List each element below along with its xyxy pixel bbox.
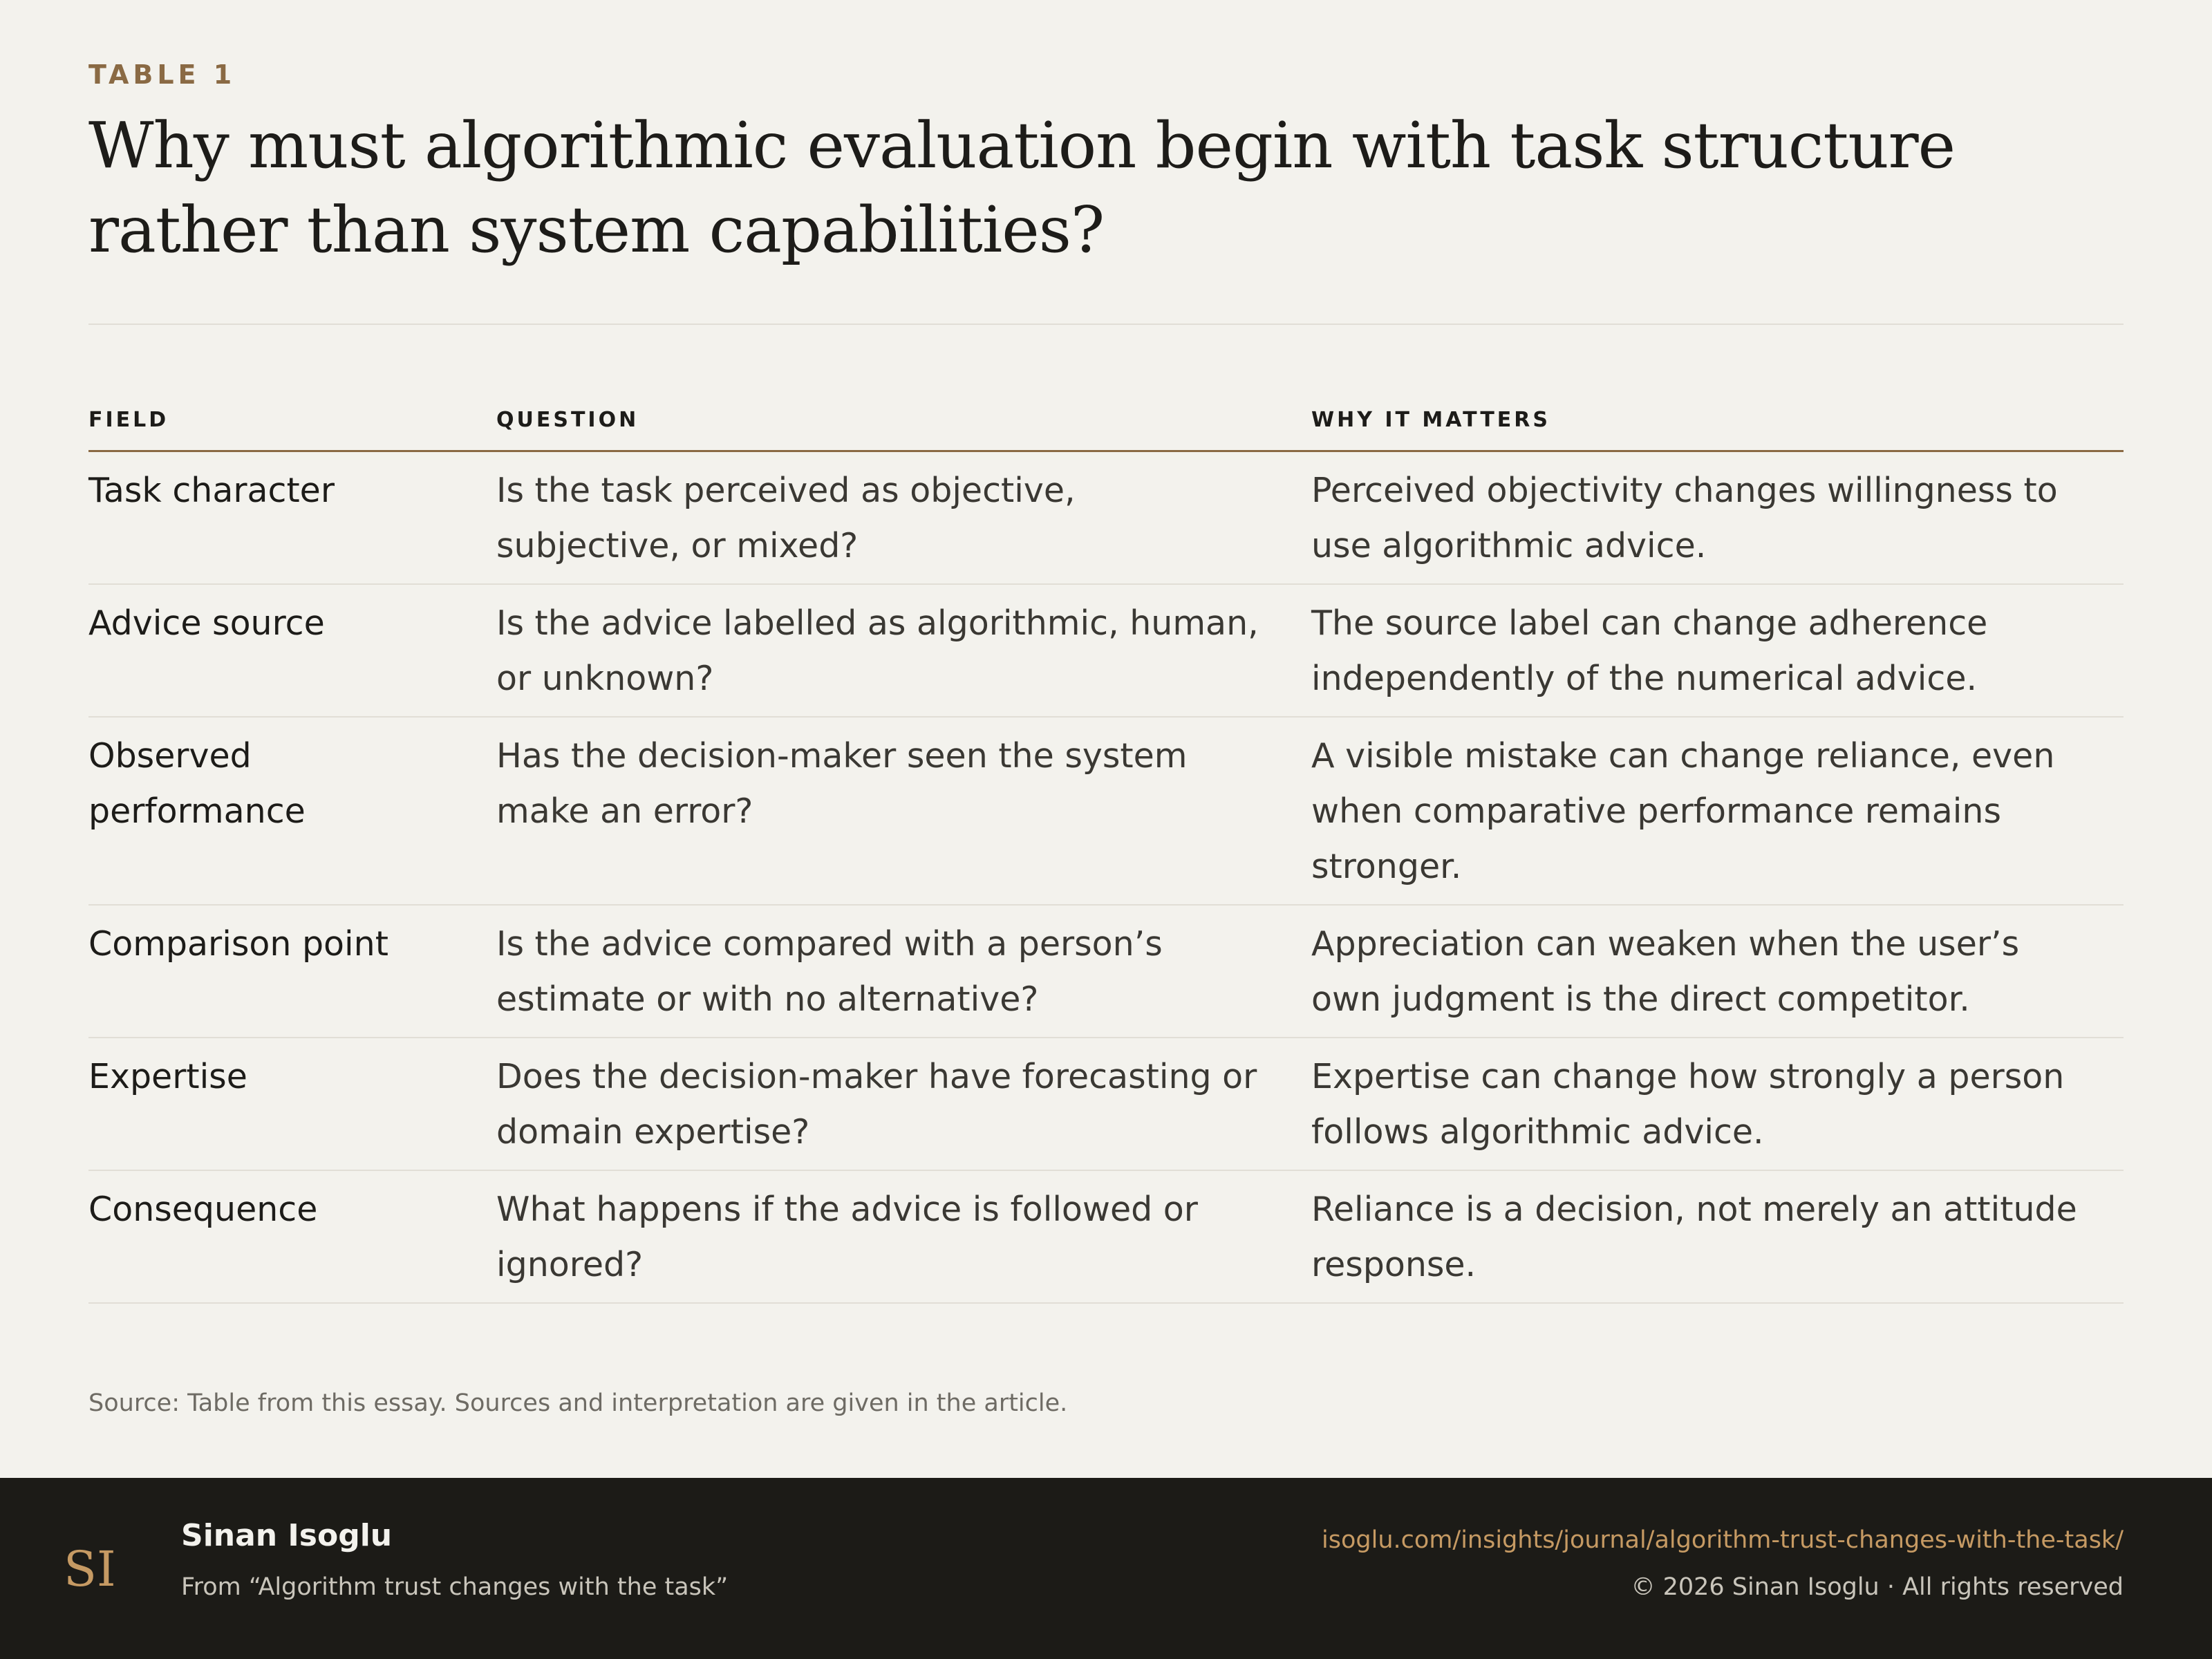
field-cell: Task character [88,451,496,585]
table-row [88,1170,2124,1303]
table-row [88,905,2124,1038]
table-row [88,451,2124,585]
why-cell: A visible mistake can change reliance, even when comparative performance remains stronger. [1311,717,2124,905]
author-name: Sinan Isoglu [181,1518,393,1553]
why-cell: Perceived objectivity changes willingness to use algorithmic advice. [1311,451,2124,585]
field-cell: Consequence [88,1170,496,1303]
why-cell: Expertise can change how strongly a person follows algorithmic advice. [1311,1038,2124,1170]
table-row [88,1038,2124,1170]
question-cell: Is the advice compared with a person’s estimate or with no alternative? [496,905,1311,1038]
question-cell: Has the decision-maker seen the system make an error? [496,717,1311,905]
footer [0,1478,2212,1659]
column-header-why: WHY IT MATTERS [1311,408,2124,451]
question-cell: Is the advice labelled as algorithmic, human, or unknown? [496,584,1311,717]
table-row [88,584,2124,717]
table-row [88,717,2124,905]
why-cell: The source label can change adherence independently of the numerical advice. [1311,584,2124,717]
table-label: TABLE 1 [88,59,236,90]
source-note: Source: Table from this essay. Sources and interpretation are given in the article. [88,1389,1068,1417]
question-cell: Does the decision-maker have forecasting or domain expertise? [496,1038,1311,1170]
why-cell: Reliance is a decision, not merely an attitude response. [1311,1170,2124,1303]
monogram-logo-icon [61,1535,120,1601]
data-table [88,408,2124,1304]
copyright-notice: © 2026 Sinan Isoglu · All rights reserved [1631,1573,2124,1601]
field-cell: Expertise [88,1038,496,1170]
logo-text: SI [64,1541,116,1597]
question-cell: Is the task perceived as objective, subjective, or mixed? [496,451,1311,585]
why-cell: Appreciation can weaken when the user’s own judgment is the direct competitor. [1311,905,2124,1038]
article-link[interactable]: isoglu.com/insights/journal/algorithm-trust-changes-with-the-task/ [1322,1526,2124,1554]
field-cell: Advice source [88,584,496,717]
field-cell: Observed performance [88,717,496,905]
table-header-row [88,408,2124,451]
page-title: Why must algorithmic evaluation begin with task structure rather than system capabilities? [88,109,1956,267]
article-reference: From “Algorithm trust changes with the task” [181,1573,729,1601]
title-divider [88,324,2124,325]
question-cell: What happens if the advice is followed or ignored? [496,1170,1311,1303]
column-header-question: QUESTION [496,408,1311,451]
field-cell: Comparison point [88,905,496,1038]
table-card [88,0,2124,1478]
column-header-field: FIELD [88,408,496,451]
